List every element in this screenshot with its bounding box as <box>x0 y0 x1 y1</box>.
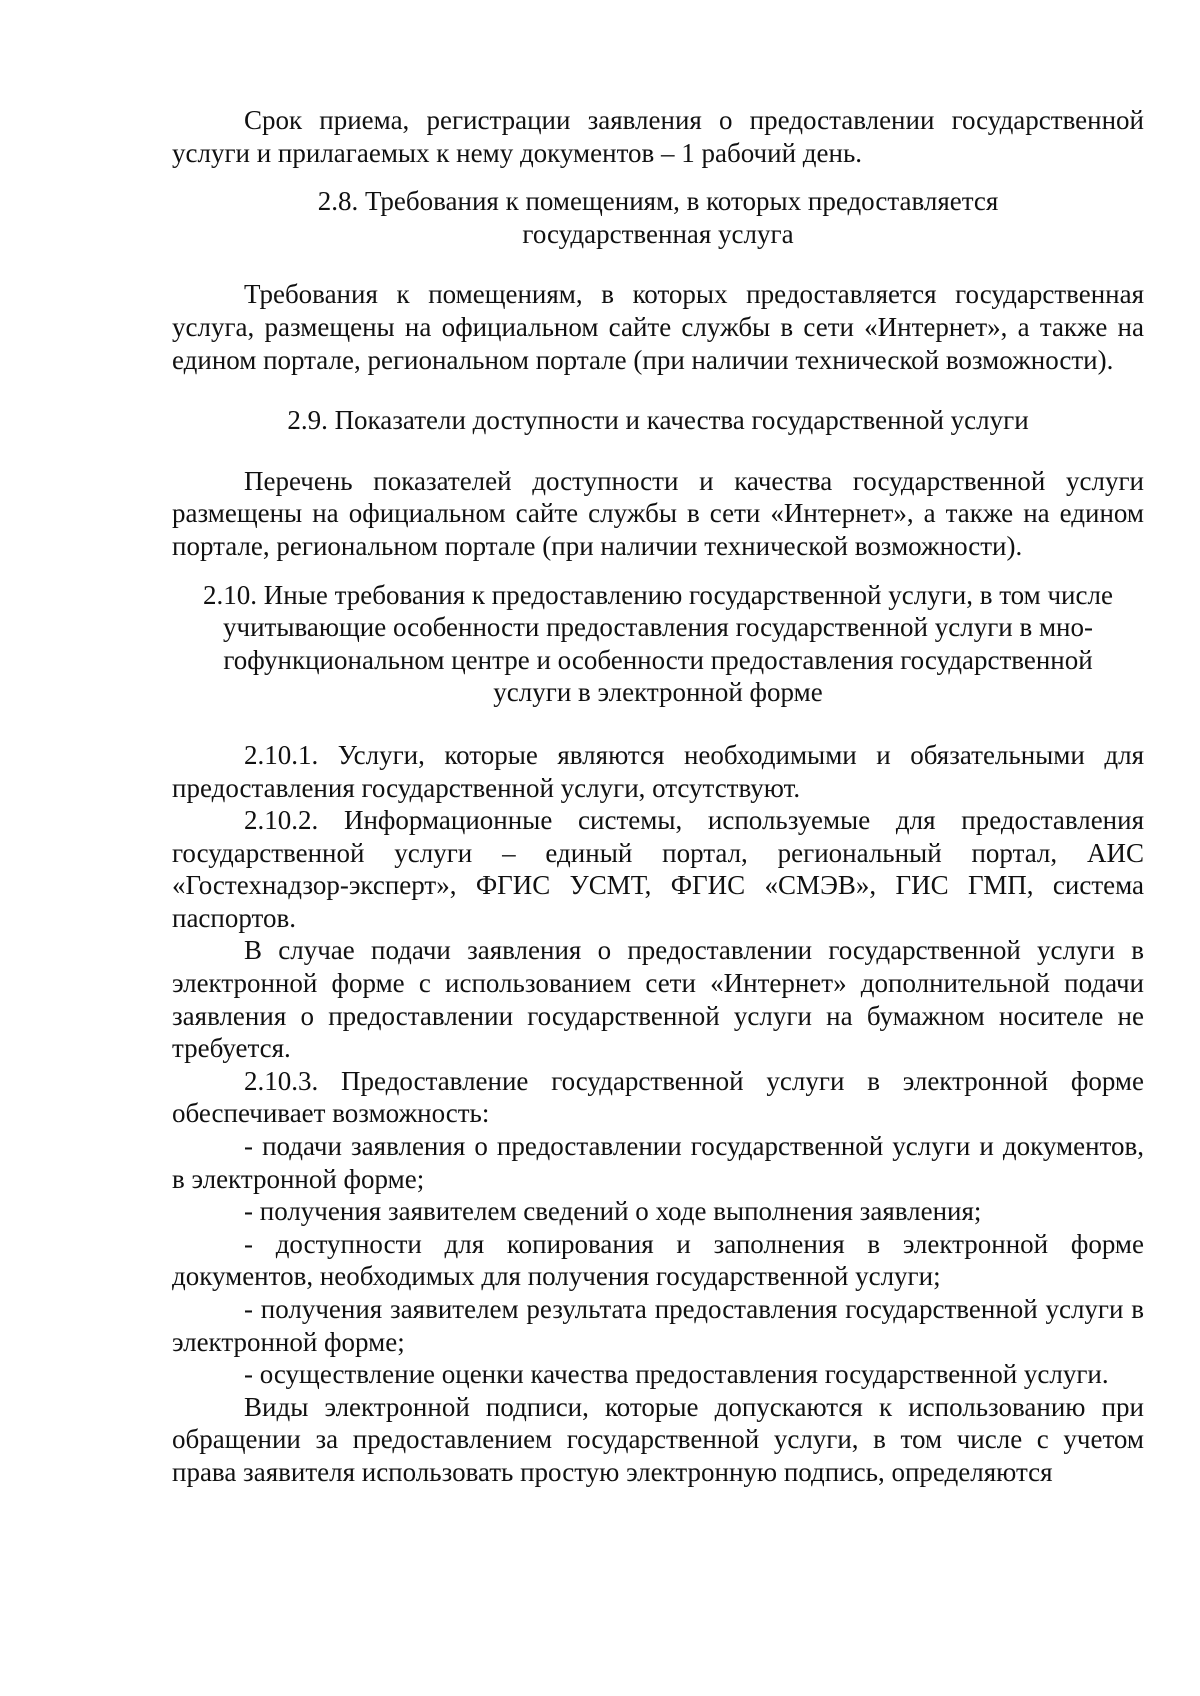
paragraph-2-10-2: 2.10.2. Информационные системы, используемые для предоставления государственной услуги – единый портал, региональный портал, АИС «Гостехнадзор-эксперт», ФГИС УСМТ, ФГИС «СМЭВ», ГИС ГМП, система паспортов. <box>172 805 1144 933</box>
paragraph-2-10-1: 2.10.1. Услуги, которые являются необходимыми и обязательными для предоставления государственной услуги, отсутствуют. <box>172 739 1144 803</box>
paragraph-electronic-signature: Виды электронной подписи, которые допускаются к использованию при обращении за предоставлением государственной услуги, в том числе с учетом права заявителя использовать простую электронную подпись, определяются <box>172 1391 1144 1487</box>
list-item: - доступности для копирования и заполнения в электронной форме документов, необходимых для получения государственной услуги; <box>172 1228 1144 1292</box>
paragraph-premises-requirements: Требования к помещениям, в которых предоставляется государственная услуга, размещены на официальном сайте службы в сети «Интернет», а также на едином портале, региональном портале (при наличии технической возможности). <box>172 279 1144 375</box>
document-page <box>172 104 1144 1489</box>
list-item: - подачи заявления о предоставлении государственной услуги и документов, в электронной форме; <box>172 1131 1144 1194</box>
paragraph-2-10-3: 2.10.3. Предоставление государственной услуги в электронной форме обеспечивает возможность: <box>172 1065 1144 1129</box>
paragraph-electronic-submission: В случае подачи заявления о предоставлении государственной услуги в электронной форме с использованием сети «Интернет» дополнительной подачи заявления о предоставлении государственной услуги на бумажном носителе не требуется. <box>172 935 1144 1064</box>
heading-2-10-line-1: 2.10. Иные требования к предоставлению государственной услуги, в том числе <box>203 579 1113 610</box>
paragraph-accessibility-indicators: Перечень показателей доступности и качества государственной услуги размещены на официальном сайте службы в сети «Интернет», а также на едином портале, региональном портале (при наличии технической возможности). <box>172 465 1144 561</box>
heading-2-10 <box>172 579 1144 709</box>
heading-2-8-line-2: государственная услуга <box>522 218 794 249</box>
heading-2-9: 2.9. Показатели доступности и качества государственной услуги <box>287 405 1029 436</box>
list-item: - получения заявителем сведений о ходе выполнения заявления; <box>244 1196 982 1227</box>
list-item: - осуществление оценки качества предоставления государственной услуги. <box>244 1359 1109 1390</box>
heading-2-10-line-4: услуги в электронной форме <box>493 677 823 708</box>
heading-2-8 <box>172 185 1144 250</box>
heading-2-10-line-2: учитывающие особенности предоставления государственной услуги в мно- <box>223 612 1093 643</box>
paragraph-reception-term: Срок приема, регистрации заявления о предоставлении государственной услуги и прилагаемых к нему документов – 1 рабочий день. <box>172 105 1144 168</box>
heading-2-10-line-3: гофункциональном центре и особенности предоставления государственной <box>223 644 1093 675</box>
list-item: - получения заявителем результата предоставления государственной услуги в электронной форме; <box>172 1294 1144 1357</box>
heading-2-8-line-1: 2.8. Требования к помещениям, в которых предоставляется <box>317 186 999 217</box>
